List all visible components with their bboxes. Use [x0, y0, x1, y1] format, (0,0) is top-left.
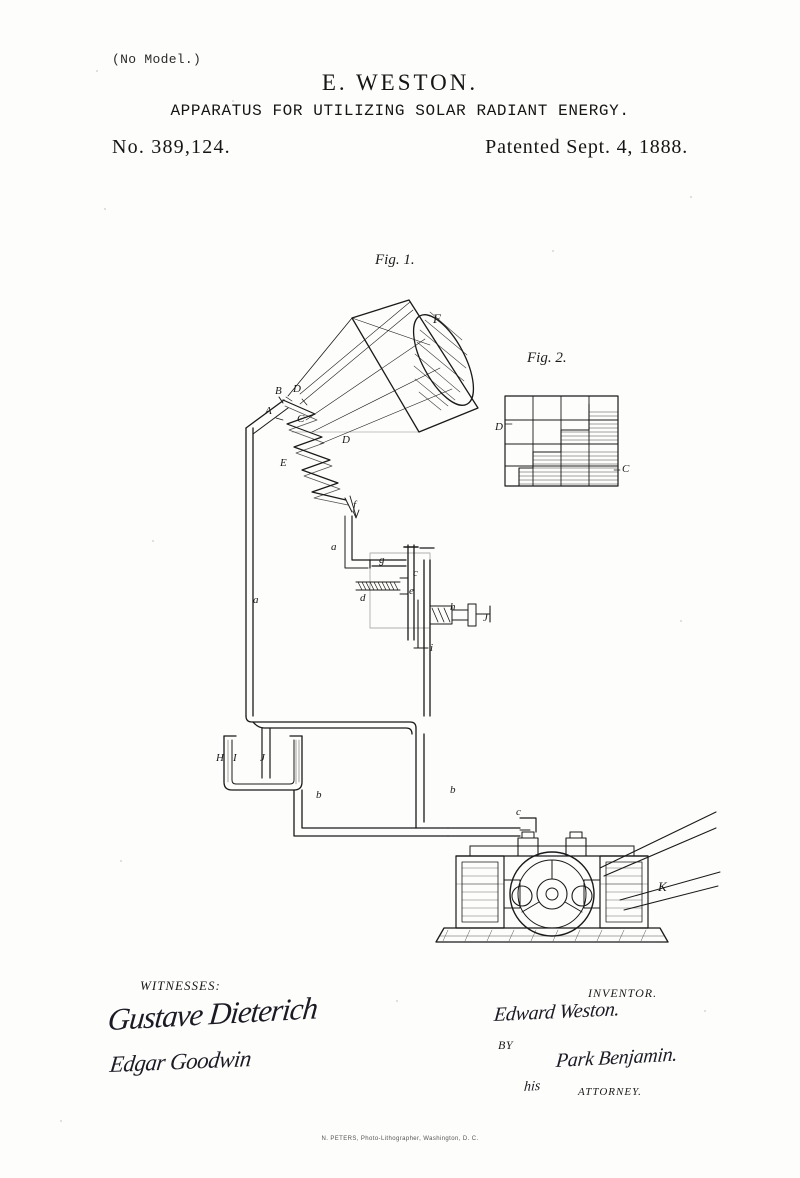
attorney-label: ATTORNEY.	[578, 1086, 642, 1098]
ref-letter-C-fig2: C	[622, 463, 630, 475]
ref-letter-J: J	[260, 752, 265, 764]
ref-letter-D: D	[293, 383, 301, 395]
ref-letter-h: h	[450, 601, 456, 613]
invention-title: APPARATUS FOR UTILIZING SOLAR RADIANT ENERGY.	[170, 102, 630, 120]
ref-letter-g: g	[379, 554, 385, 566]
printer-imprint: N. PETERS, Photo-Lithographer, Washington, D. C.	[321, 1136, 479, 1142]
ref-letter-e: e	[409, 585, 414, 597]
ref-letter-i: i	[430, 642, 434, 654]
ref-letter-f: f	[353, 499, 357, 511]
ref-letter-b-right: b	[450, 784, 456, 796]
ref-letter-D-fig2: D	[495, 421, 503, 433]
ref-letter-D2: D	[342, 434, 350, 446]
inventor-signature: Edward Weston.	[493, 998, 621, 1027]
attorney-signature: Park Benjamin.	[555, 1043, 679, 1073]
ref-letter-F: F	[433, 311, 441, 326]
ref-letter-B: B	[275, 385, 282, 397]
paper-speck	[396, 1000, 398, 1002]
paper-speck	[552, 250, 554, 252]
witness-signature-2: Edgar Goodwin	[108, 1046, 253, 1078]
paper-speck	[704, 1010, 706, 1012]
by-label: BY	[498, 1038, 514, 1052]
figure-2-label: Fig. 2.	[527, 350, 567, 366]
ref-letter-b-left: b	[316, 789, 322, 801]
ref-letter-a-pipe: a	[253, 594, 259, 606]
paper-speck	[680, 620, 682, 622]
figure-1-label: Fig. 1.	[375, 252, 415, 268]
inventor-label: INVENTOR.	[588, 986, 658, 1000]
ref-letter-K: K	[658, 879, 667, 894]
witnesses-label: WITNESSES:	[140, 978, 221, 993]
paper-speck	[120, 860, 122, 862]
paper-speck	[60, 1120, 62, 1122]
ref-letter-I: I	[233, 752, 237, 764]
ref-letter-H: H	[216, 752, 224, 764]
paper-speck	[104, 208, 106, 210]
patent-date: Patented Sept. 4, 1888.	[485, 136, 688, 158]
his-label: his	[523, 1078, 541, 1096]
witness-signature-1: Gustave Dieterich	[106, 990, 319, 1038]
ref-letter-d: d	[360, 592, 366, 604]
ref-letter-C: C	[297, 413, 305, 425]
ref-letter-c-pipe: c	[516, 806, 521, 818]
page-title: E. WESTON.	[321, 70, 479, 95]
no-model-note: (No Model.)	[112, 52, 202, 67]
paper-speck	[690, 196, 692, 198]
ref-letter-c-valve: c	[413, 567, 418, 579]
paper-speck	[152, 540, 154, 542]
ref-letter-E: E	[280, 457, 287, 469]
ref-letter-J-valve: J	[483, 612, 488, 624]
ref-letter-A: A	[265, 405, 272, 417]
ref-letter-a-upper: a	[331, 541, 337, 553]
patent-number: No. 389,124.	[112, 136, 231, 158]
